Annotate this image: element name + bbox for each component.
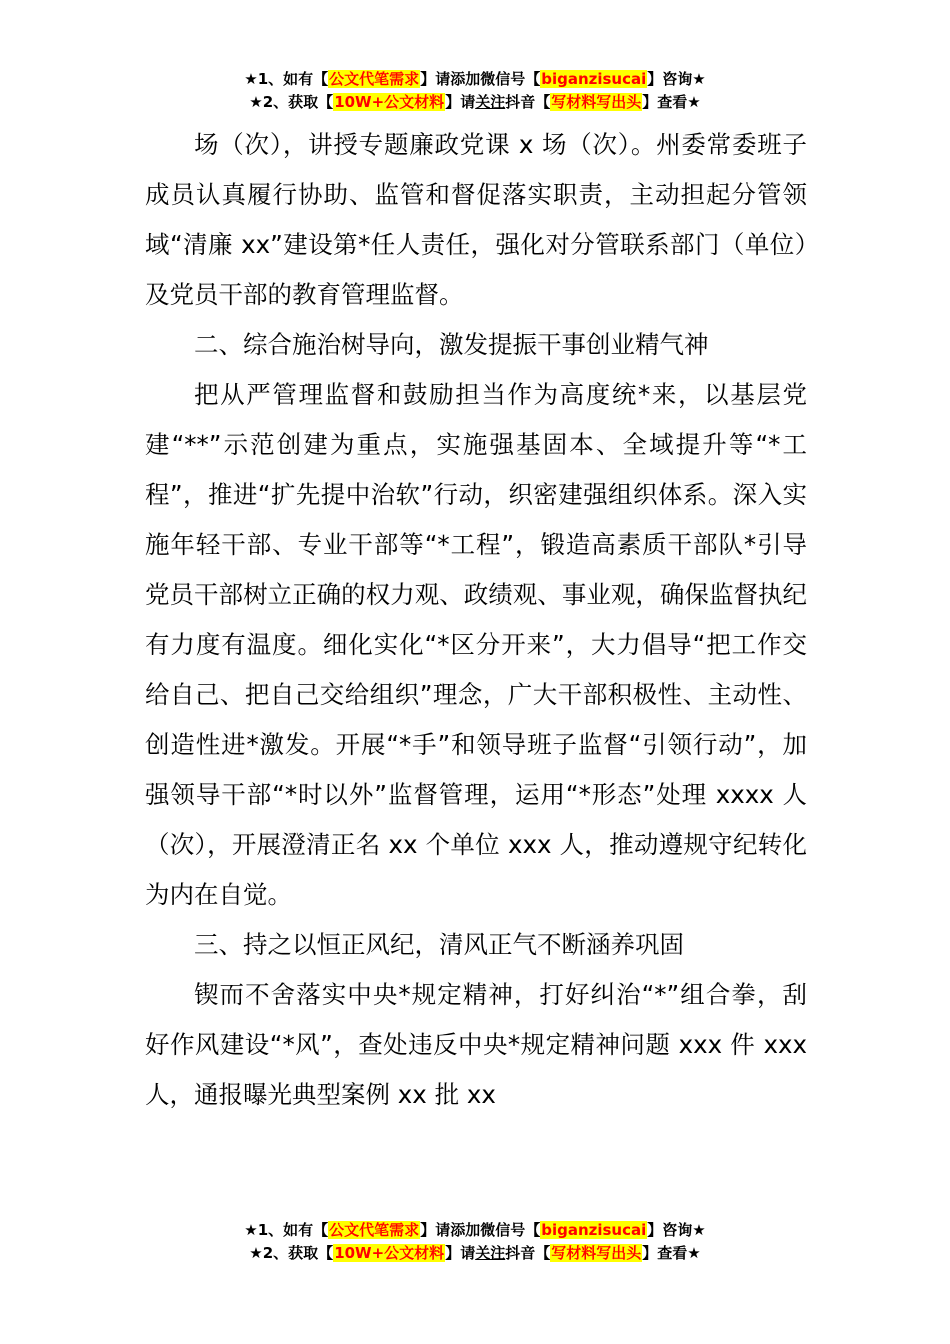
banner-text: ★1、如有【	[244, 70, 329, 88]
banner-text: 】请	[445, 93, 476, 111]
banner-underlined: 关注	[475, 1244, 506, 1262]
banner-line-2	[0, 1242, 950, 1265]
section-heading: 二、综合施治树导向，激发提振干事创业精气神	[194, 330, 709, 359]
bottom-banner	[0, 1219, 950, 1265]
section-heading: 三、持之以恒正风纪，清风正气不断涵养巩固	[194, 930, 684, 959]
banner-text: 】请添加微信号【	[420, 1221, 541, 1239]
paragraph: 场（次），讲授专题廉政党课 x 场（次）。州委常委班子成员认真履行协助、监管和督促落实职责，主动担起分管领域“清廉 xx”建设第*任人责任，强化对分管联系部门（单位）及党员干部的教育管理监督。	[145, 130, 807, 309]
banner-text: 】请添加微信号【	[420, 70, 541, 88]
banner-highlight: 写材料写出头	[551, 93, 642, 111]
banner-text: 】请	[445, 1244, 476, 1262]
banner-text: 抖音【	[505, 93, 551, 111]
banner-text: ★1、如有【	[244, 1221, 329, 1239]
banner-highlight: 公文代笔需求	[329, 70, 420, 88]
banner-line-1	[0, 1219, 950, 1242]
banner-highlight: 写材料写出头	[551, 1244, 642, 1262]
banner-text: 】查看★	[642, 93, 701, 111]
top-banner	[0, 68, 950, 114]
wechat-id-highlight: biganzisucai	[541, 1221, 647, 1239]
banner-underlined: 关注	[475, 93, 506, 111]
banner-text: 】咨询★	[647, 1221, 706, 1239]
banner-highlight: 公文代笔需求	[329, 1221, 420, 1239]
banner-line-2	[0, 91, 950, 114]
paragraph: 把从严管理监督和鼓励担当作为高度统*来，以基层党建“**”示范创建为重点，实施强基固本、全域提升等“*工程”，推进“扩先提中治软”行动，织密建强组织体系。深入实施年轻干部、专业干部等“*工程”，锻造高素质干部队*引导党员干部树立正确的权力观、政绩观、事业观，确保监督执纪有力度有温度。细化实化“*区分开来”，大力倡导“把工作交给自己、把自己交给组织”理念，广大干部积极性、主动性、创造性进*激发。开展“*手”和领导班子监督“引领行动”，加强领导干部“*时以外”监督管理，运用“*形态”处理 xxxx 人（次），开展澄清正名 xx 个单位 xxx 人，推动遵规守纪转化为内在自觉。	[145, 380, 807, 909]
banner-text: ★2、获取【	[249, 1244, 334, 1262]
banner-line-1	[0, 68, 950, 91]
banner-text: ★2、获取【	[249, 93, 334, 111]
banner-text: 】咨询★	[647, 70, 706, 88]
banner-text: 抖音【	[505, 1244, 551, 1262]
wechat-id-highlight: biganzisucai	[541, 70, 647, 88]
banner-text: 】查看★	[642, 1244, 701, 1262]
banner-highlight: 10W+公文材料	[334, 1244, 445, 1262]
document-body	[145, 120, 807, 1120]
banner-highlight: 10W+公文材料	[334, 93, 445, 111]
paragraph: 锲而不舍落实中央*规定精神，打好纠治“*”组合拳，刮好作风建设“*风”，查处违反中央*规定精神问题 xxx 件 xxx 人，通报曝光典型案例 xx 批 xx	[145, 980, 807, 1109]
